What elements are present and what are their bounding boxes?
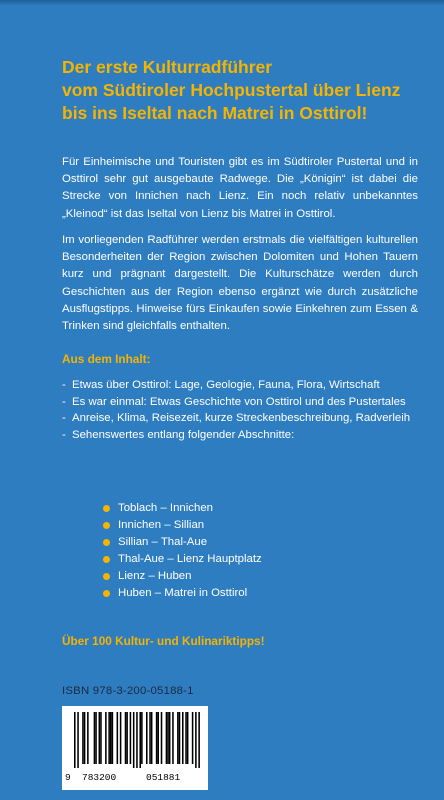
headline-line-3: bis ins Iseltal nach Matrei in Osttirol!: [62, 103, 368, 123]
barcode-bar: [141, 712, 143, 764]
barcode-bar: [99, 712, 101, 764]
intro-paragraph: Für Einheimische und Touristen gibt es im Südtiroler Pustertal und in Osttirol sehr gut ausgebaute Radwege. Die „Königin“ ist dabei die Strecke von Innichen nach Lienz. Ein noch relativ unbekanntes „Kleinod“ ist das Iseltal von Lienz bis Matrei in Osttirol.: [62, 156, 418, 220]
route-item-text: Sillian – Thal-Aue: [118, 536, 208, 548]
cover-top-edge: [0, 0, 444, 6]
barcode-bar: [110, 712, 112, 764]
barcode-bar: [125, 712, 127, 764]
barcode-bar: [166, 712, 168, 764]
barcode-bar: [108, 712, 110, 764]
barcode-bar: [151, 712, 153, 764]
barcode-bar: [198, 712, 200, 768]
barcode-bar: [161, 712, 163, 764]
route-item: [103, 517, 262, 534]
isbn-label: ISBN 978-3-200-05188-1: [62, 685, 194, 697]
barcode-bar: [87, 712, 89, 764]
barcode-bar: [82, 712, 84, 764]
barcode-bar: [195, 712, 197, 768]
contents-item: [62, 410, 422, 427]
bullet-icon: [103, 573, 110, 580]
closing-tagline: Über 100 Kultur- und Kulinariktipps!: [62, 634, 265, 648]
route-item: [103, 500, 262, 517]
contents-item: [62, 427, 422, 444]
barcode-bar: [169, 712, 171, 764]
route-item-text: Toblach – Innichen: [118, 502, 213, 514]
dash-marker: -: [62, 395, 66, 408]
bullet-icon: [103, 505, 110, 512]
bullet-icon: [103, 590, 110, 597]
contents-list: [62, 377, 422, 443]
barcode-bar: [136, 712, 138, 768]
dash-marker: -: [62, 379, 66, 391]
contents-item: [62, 394, 422, 411]
bullet-icon: [103, 539, 110, 546]
barcode-bar: [182, 712, 184, 764]
barcode-bar: [185, 712, 187, 764]
barcode-bar: [177, 712, 179, 764]
headline-line-1: Der erste Kulturradführer: [62, 57, 273, 77]
barcode-bar: [126, 712, 128, 764]
barcode-bar: [167, 712, 169, 764]
barcode-bar: [157, 712, 159, 764]
barcode-bar: [139, 712, 141, 768]
contents-item-text: Es war einmal: Etwas Geschichte von Osttirol und des Pustertales: [72, 395, 406, 408]
barcode-bar: [187, 712, 189, 764]
headline: [62, 56, 440, 125]
contents-title: Aus dem Inhalt:: [62, 352, 151, 366]
dash-marker: -: [62, 412, 66, 425]
barcode-bar: [74, 712, 76, 768]
route-item: [103, 534, 262, 551]
bullet-icon: [103, 556, 110, 563]
barcode: [62, 706, 208, 790]
barcode-bar: [179, 712, 181, 764]
barcode-bar: [133, 712, 135, 768]
route-item-text: Huben – Matrei in Osttirol: [118, 587, 248, 599]
barcode-first-digit: 9: [65, 772, 71, 783]
barcode-left-group: 783200: [82, 772, 117, 783]
contents-item: [62, 377, 422, 394]
barcode-bar: [149, 712, 151, 764]
barcode-bars-icon: [74, 712, 200, 768]
barcode-right-group: 051881: [146, 772, 181, 783]
route-list: [103, 500, 262, 602]
barcode-bar: [146, 712, 148, 764]
barcode-bar: [120, 712, 122, 764]
contents-item-text: Etwas über Osttirol: Lage, Geologie, Fauna, Flora, Wirtschaft: [72, 379, 380, 391]
barcode-bar: [112, 712, 114, 764]
barcode-bar: [77, 712, 79, 768]
barcode-bar: [172, 712, 174, 764]
barcode-bar: [100, 712, 102, 764]
headline-line-2: vom Südtiroler Hochpustertal über Lienz: [62, 80, 401, 100]
route-item: [103, 568, 262, 585]
route-item-text: Lienz – Huben: [118, 570, 192, 582]
barcode-bar: [95, 712, 97, 764]
description-paragraph: Im vorliegenden Radführer werden erstmals die vielfältigen kulturellen Besonderheiten der Region zwischen Dolomiten und Hohen Tauern kurz und prägnant dargestellt. Die Kulturschätze werden durch Geschichten aus der Region ebenso ergänzt wie durch zusätzliche Ausflugstipps. Hinweise fürs Einkaufen sowie Einkehren zum Essen & Trinken sind gleichfalls enthalten.: [62, 234, 418, 333]
route-item-text: Innichen – Sillian: [118, 519, 205, 531]
route-item: [103, 585, 262, 602]
barcode-bar: [105, 712, 107, 764]
barcode-bar: [84, 712, 86, 764]
route-item-text: Thal-Aue – Lienz Hauptplatz: [118, 553, 262, 565]
barcode-bar: [130, 712, 132, 764]
route-item: [103, 551, 262, 568]
bullet-icon: [103, 522, 110, 529]
contents-item-text: Anreise, Klima, Reisezeit, kurze Streckenbeschreibung, Radverleih: [72, 412, 411, 425]
dash-marker: -: [62, 428, 66, 441]
barcode-bar: [117, 712, 119, 764]
barcode-bar: [156, 712, 158, 764]
contents-item-text: Sehenswertes entlang folgender Abschnitte:: [72, 428, 295, 441]
barcode-bar: [94, 712, 96, 764]
barcode-numbers: [62, 770, 208, 786]
barcode-bar: [192, 712, 194, 764]
